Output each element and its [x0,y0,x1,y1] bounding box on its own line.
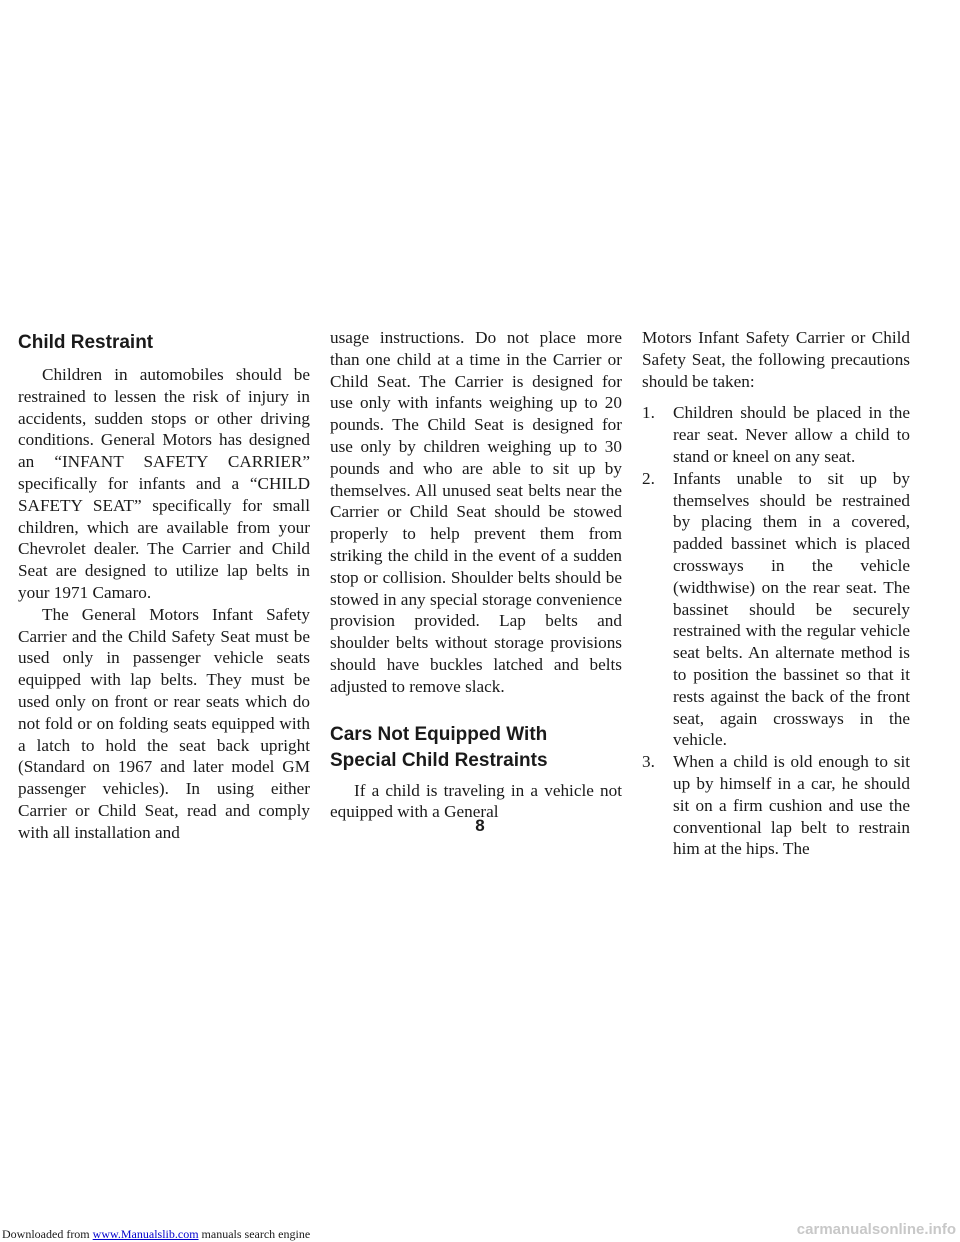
footer-prefix: Downloaded from [2,1227,93,1241]
list-item-text: Children should be placed in the rear seat. Never allow a child to stand or kneel on any seat. [673,403,910,466]
heading-line-1: Cars Not Equipped With [330,723,548,745]
list-item [642,402,910,467]
section-heading-cars-not-equipped [330,722,622,774]
footer-download-note [2,1226,310,1242]
paragraph-usage-continued: usage instructions. Do not place more than one child at a time in the Carrier or Child Seat. The Carrier is designed for use only with infants weighing up to 20 pounds. The Child Seat is designed for use only by children weighing up to 30 pounds and who are able to sit up by themselves. All unused seat belts near the Carrier or Child Seat should be stowed properly to help prevent them from striking the child in the event of a sudden stop or collision. Shoulder belts should be stowed in any special storage convenience provision provided. Lap belts and shoulder belts without storage provisions should have buckles latched and belts adjusted to remove slack. [330,328,622,696]
list-item-number: 3. [642,752,655,772]
paragraph-precautions-intro: Motors Infant Safety Carrier or Child Safety Seat, the following precautions should be taken: [642,328,910,391]
footer-manualslib-link[interactable]: www.Manualslib.com [92,1227,199,1241]
paragraph-intro: Children in automobiles should be restrained to lessen the risk of injury in accidents, sudden stops or other driving conditions. General Motors has designed an “INFANT SAFETY CARRIER” specifically for infants and a “CHILD SAFETY SEAT” specifically for small children, which are available from your Chevrolet dealer. The Carrier and Child Seat are designed to utilize lap belts in your 1971 Camaro. [18,365,310,602]
column-left [18,330,310,844]
footer-suffix: manuals search engine [198,1227,311,1241]
list-item-text: Infants unable to sit up by themselves should be restrained by placing them in a covered, padded bassinet which is placed crossways in the vehicle (widthwise) on the rear seat. The bassinet should be securely restrained with the regular vehicle seat belts. An alternate method is to position the bassinet so that it rests against the back of the front seat, again crossways in the vehicle. [673,468,910,750]
column-middle [330,327,622,823]
heading-line-2: Special Child Restraints [330,749,548,771]
list-item-text: When a child is old enough to sit up by himself in a car, he should sit on a firm cushion and use the conventional lap belt to restrain him at the hips. The [673,752,910,859]
page-number: 8 [475,816,485,835]
watermark-carmanualsonline: carmanualsonline.info [796,1221,956,1238]
precautions-list [642,402,910,860]
list-item-number: 1. [642,403,655,423]
section-heading-child-restraint: Child Restraint [18,332,154,353]
paragraph-not-equipped: If a child is traveling in a vehicle not equipped with a General [330,780,622,822]
footer [0,1221,960,1242]
list-item [642,468,910,751]
list-item [642,751,910,860]
list-item-number: 2. [642,468,655,488]
column-right [642,327,910,860]
paragraph-usage: The General Motors Infant Safety Carrier and the Child Safety Seat must be used only in passenger vehicle seats equipped with lap belts. They must be used only on front or rear seats which do not fold or on folding seats equipped with a latch to hold the seat back upright (Standard on 1967 and later model GM passenger vehicles). In using either Carrier or Child Seat, read and comply with all installation and [18,604,310,842]
